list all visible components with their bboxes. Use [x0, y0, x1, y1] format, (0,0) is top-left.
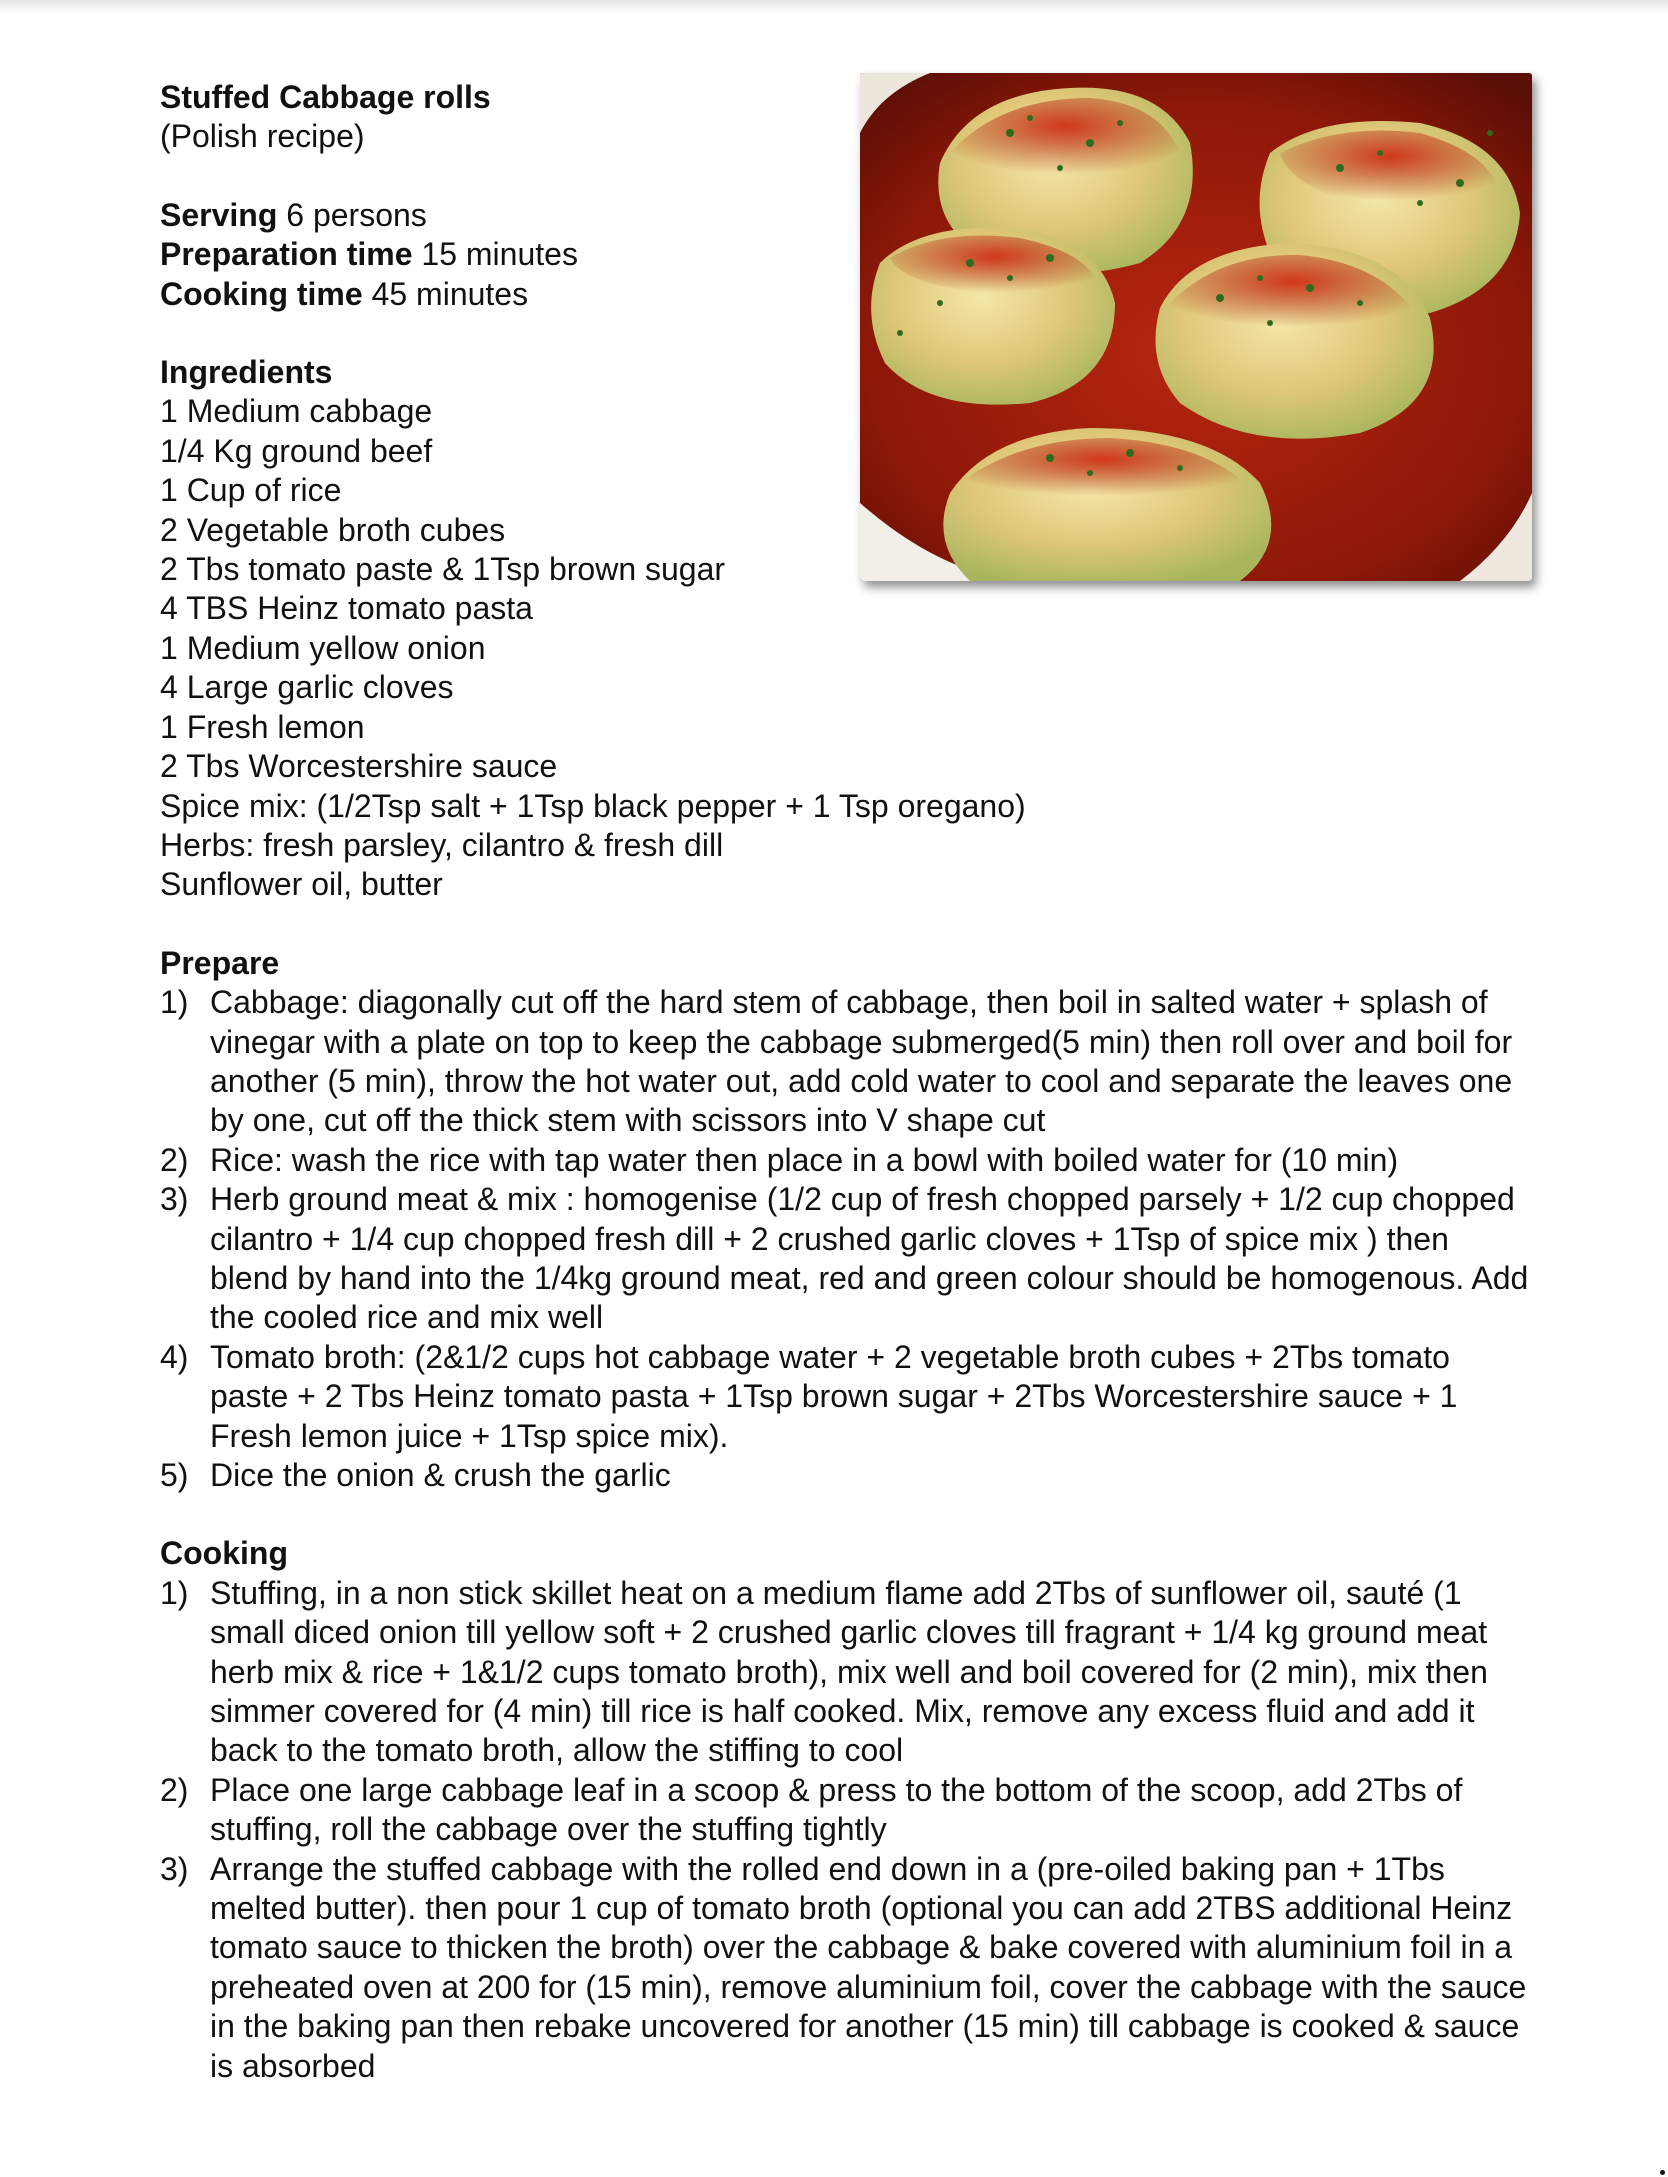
meta-value: 15 minutes — [412, 236, 578, 273]
cooking-heading: Cooking — [160, 1535, 288, 1572]
step-text: Arrange the stuffed cabbage with the rolled end down in a (pre-oiled baking pan + 1Tbs melted butter). then pour 1 cup of tomato broth (optional you can add 2TBS additional Heinz tomato sauce to thicken the broth) over the cabbage & bake covered with aluminium foil in a preheated oven at 200 for (15 min), remove aluminium foil, cover the cabbage with the sauce in the baking pan then rebake uncovered for another (15 min) till cabbage is cooked & sauce is absorbed — [210, 1850, 1527, 2084]
prepare-heading: Prepare — [160, 944, 280, 981]
step-text: Dice the onion & crush the garlic — [210, 1457, 671, 1493]
recipe-title: Stuffed Cabbage rolls — [160, 79, 491, 115]
meta-label: Preparation time — [160, 236, 413, 273]
spacer — [160, 1495, 1530, 1534]
ingredient-item: 1 Medium yellow onion — [160, 629, 486, 666]
ingredient-item: 4 Large garlic cloves — [160, 669, 454, 706]
ingredient-item: Spice mix: (1/2Tsp salt + 1Tsp black pepper + 1 Tsp oregano) — [160, 787, 1026, 824]
cabbage-roll-3 — [871, 227, 1115, 404]
ingredients-heading: Ingredients — [160, 354, 333, 391]
step-text: Rice: wash the rice with tap water then place in a bowl with boiled water for (10 min) — [210, 1141, 1399, 1178]
ingredient-item: 1/4 Kg ground beef — [160, 432, 433, 469]
meta-label: Serving — [160, 196, 278, 233]
step-number: 1) — [160, 984, 189, 1021]
ingredient-item: 1 Fresh lemon — [160, 708, 365, 745]
cooking-step — [160, 1850, 1530, 2086]
meta-value: 6 persons — [277, 196, 427, 233]
ingredient-item: 1 Medium cabbage — [160, 393, 433, 430]
meta-value: 45 minutes — [362, 275, 529, 312]
page-top-edge — [0, 0, 1668, 14]
step-number: 3) — [160, 1850, 189, 1887]
cabbage-roll-4 — [1156, 243, 1434, 439]
cooking-steps — [160, 1574, 1530, 2086]
meta-label: Cooking time — [160, 275, 363, 312]
spacer — [160, 905, 1530, 944]
step-number: 3) — [160, 1181, 189, 1218]
prepare-step — [160, 1180, 1530, 1338]
cabbage-rolls-illustration — [860, 73, 1532, 581]
step-text: Herb ground meat & mix : homogenise (1/2 cup of fresh chopped parsely + 1/2 cup chopped cilantro + 1/4 cup chopped fresh dill + 2 crushed garlic cloves + 1Tsp of spice mix ) then blend by hand into the 1/4kg ground meat, red and green colour should be homogenous. Add the cooled rice and mix well — [210, 1181, 1529, 1336]
step-number: 2) — [160, 1771, 189, 1808]
prepare-step — [160, 983, 1530, 1141]
ingredient-item: 4 TBS Heinz tomato pasta — [160, 590, 533, 627]
step-number: 4) — [160, 1338, 189, 1375]
ingredient-item: 1 Cup of rice — [160, 472, 342, 509]
page-marker-dot — [1660, 2170, 1665, 2175]
cooking-step — [160, 1574, 1530, 1771]
step-text: Cabbage: diagonally cut off the hard stem of cabbage, then boil in salted water + splash of vinegar with a plate on top to keep the cabbage submerged(5 min) then roll over and boil for another (5 min), throw the hot water out, add cold water to cool and separate the leaves one by one, cut off the thick stem with scissors into V shape cut — [210, 984, 1513, 1139]
step-text: Tomato broth: (2&1/2 cups hot cabbage water + 2 vegetable broth cubes + 2Tbs tomato paste + 2 Tbs Heinz tomato pasta + 1Tsp brown sugar + 2Tbs Worcestershire sauce + 1 Fresh lemon juice + 1Tsp spice mix). — [210, 1338, 1458, 1454]
ingredient-item: 2 Tbs tomato paste & 1Tsp brown sugar — [160, 551, 726, 588]
step-text: Place one large cabbage leaf in a scoop & press to the bottom of the scoop, add 2Tbs of stuffing, roll the cabbage over the stuffing tightly — [210, 1771, 1463, 1848]
ingredient-item: 2 Tbs Worcestershire sauce — [160, 748, 558, 785]
cabbage-rolls-photo — [860, 73, 1532, 581]
step-number: 1) — [160, 1574, 189, 1611]
prepare-steps — [160, 983, 1530, 1495]
ingredient-item: Sunflower oil, butter — [160, 866, 443, 903]
cooking-step — [160, 1771, 1530, 1850]
prepare-step — [160, 1141, 1530, 1180]
recipe-subtitle: (Polish recipe) — [160, 118, 365, 155]
step-number: 2) — [160, 1141, 189, 1178]
ingredient-item: Herbs: fresh parsley, cilantro & fresh dill — [160, 826, 724, 863]
step-text: Stuffing, in a non stick skillet heat on a medium flame add 2Tbs of sunflower oil, sauté (1 small diced onion till yellow soft + 2 crushed garlic cloves till fragrant + 1/4 kg ground meat herb mix & rice + 1&1/2 cups tomato broth), mix well and boil covered for (2 min), mix then simmer covered for (4 min) till rice is half cooked. Mix, remove any excess fluid and add it back to the tomato broth, allow the stiffing to cool — [210, 1574, 1488, 1769]
ingredient-item: 2 Vegetable broth cubes — [160, 511, 506, 548]
prepare-step — [160, 1456, 1530, 1495]
prepare-step — [160, 1338, 1530, 1456]
step-number: 5) — [160, 1457, 189, 1493]
